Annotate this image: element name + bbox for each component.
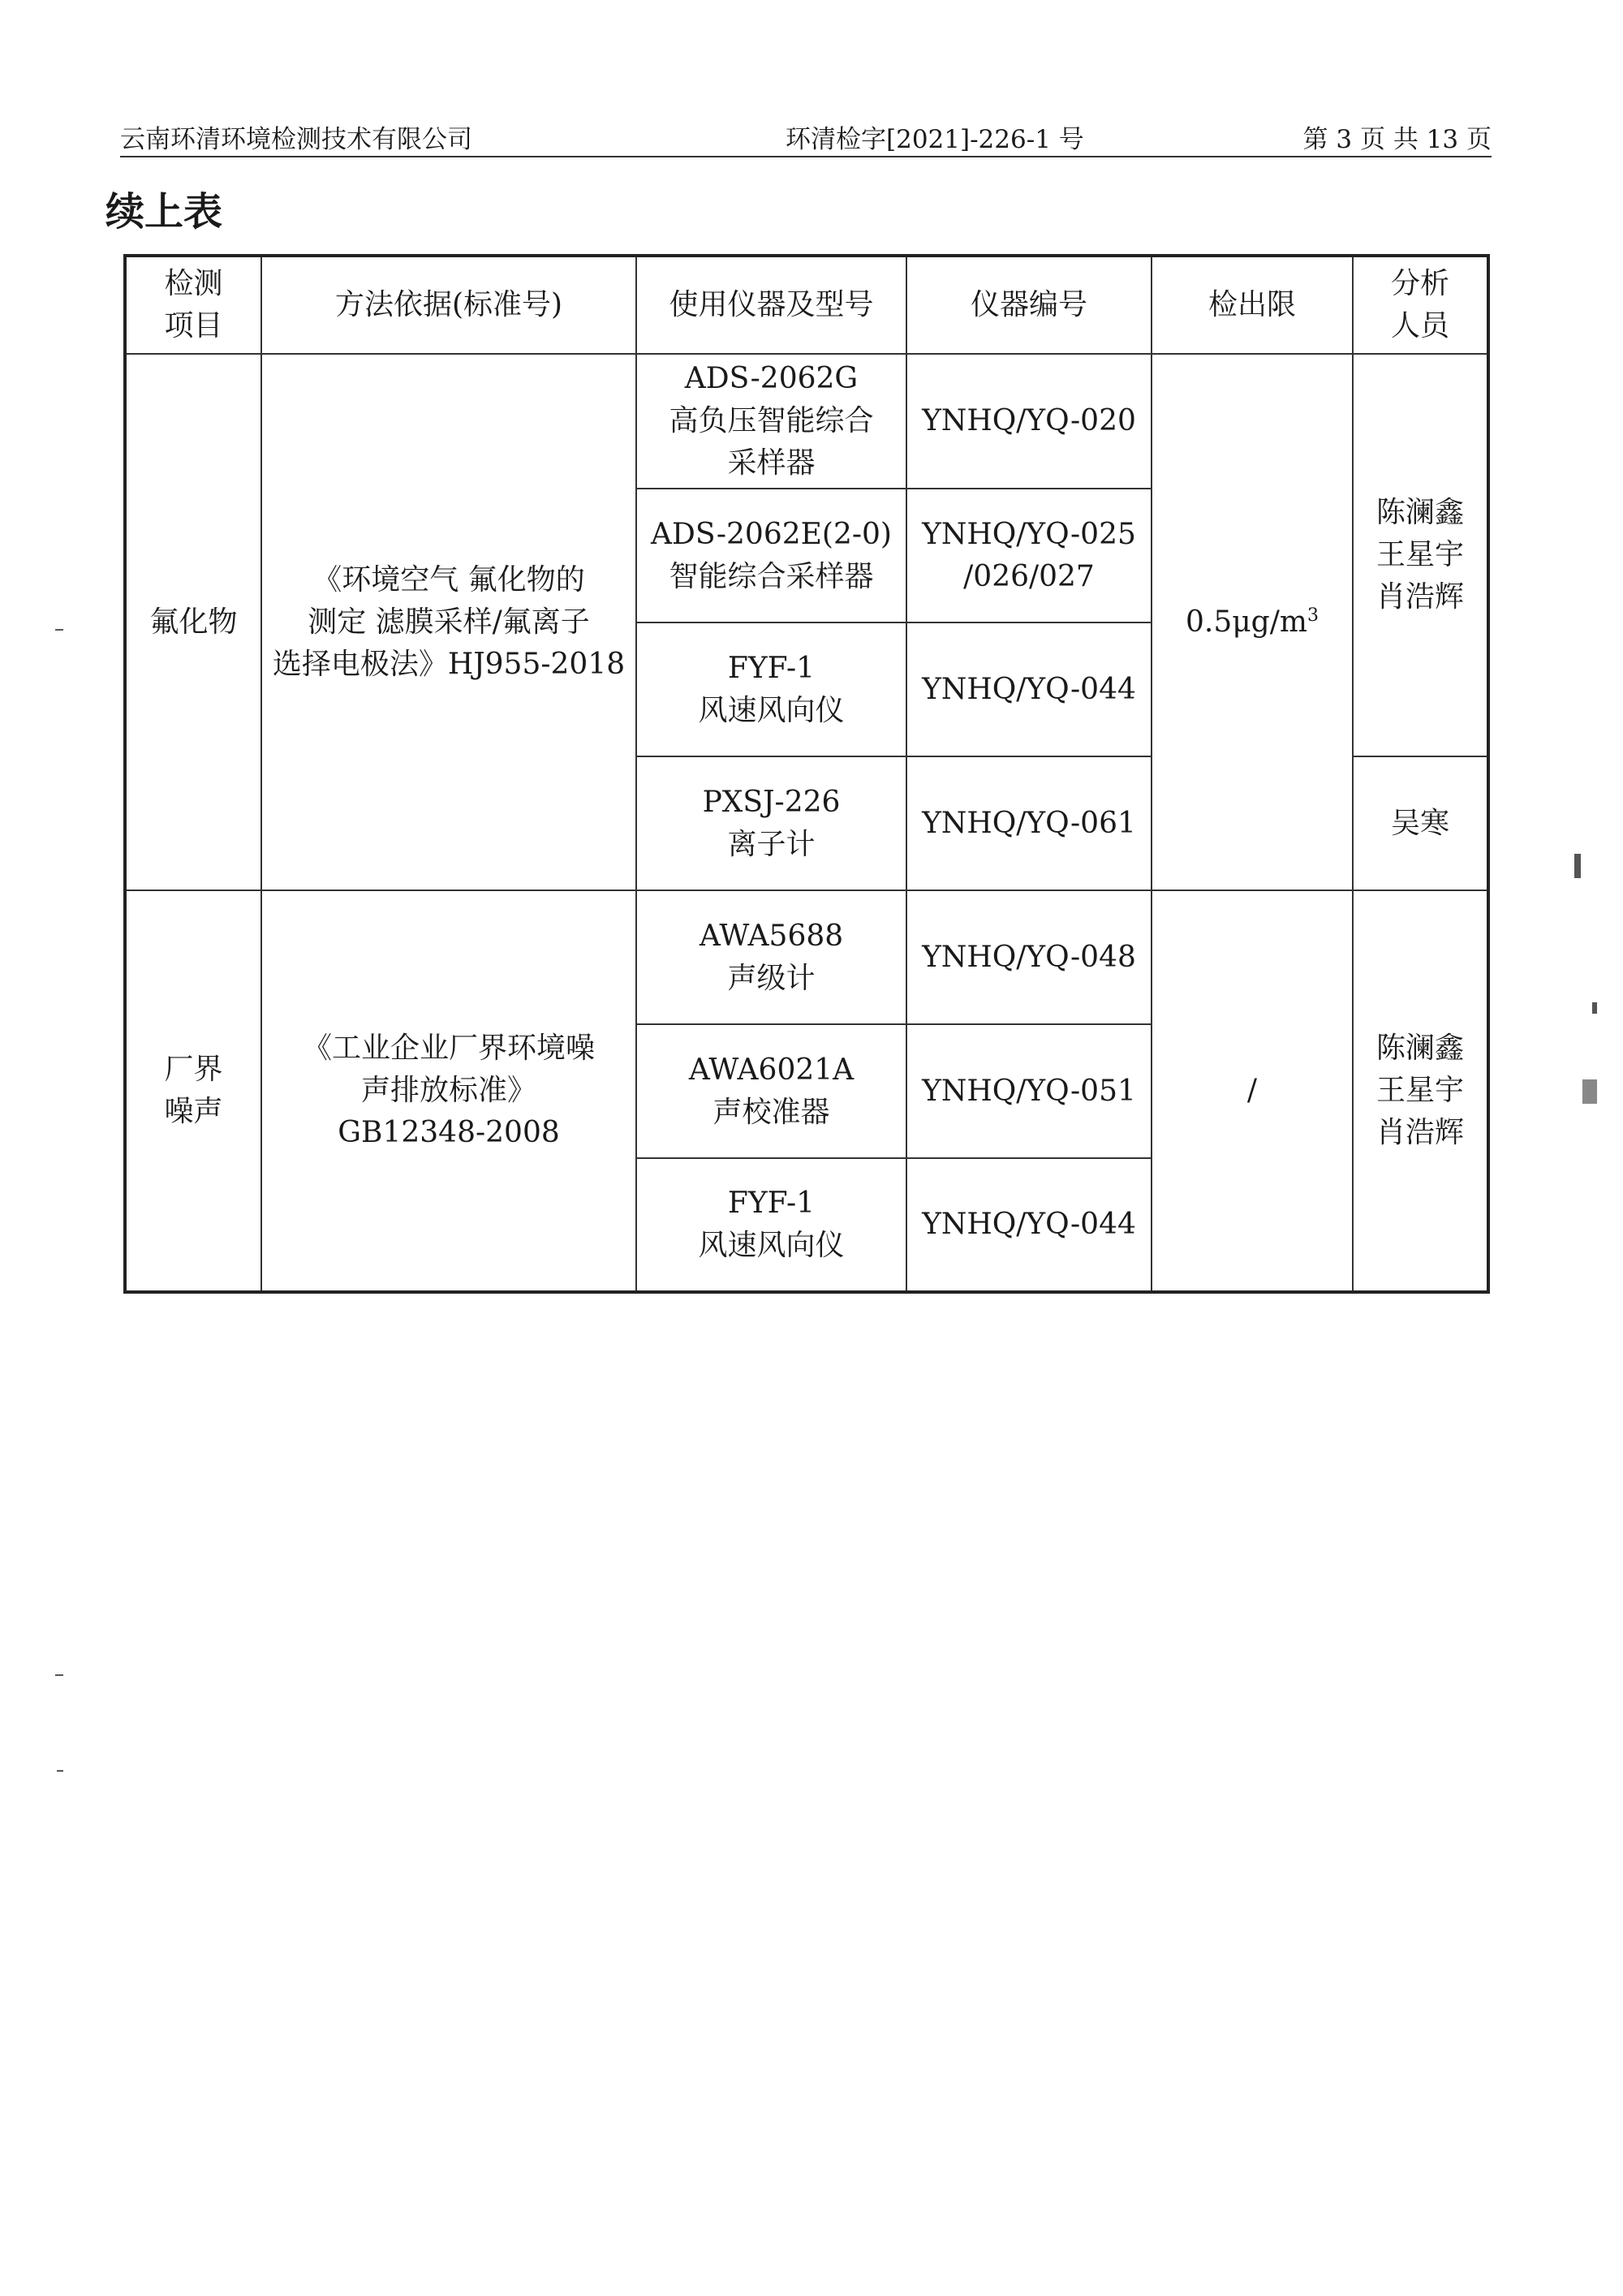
report-number: 环清检字[2021]-226-1 号 xyxy=(786,125,1084,154)
code-cell: YNHQ/YQ-020 xyxy=(906,354,1152,489)
col-header-analyst: 分析 人员 xyxy=(1353,256,1488,354)
code-cell: YNHQ/YQ-048 xyxy=(906,890,1152,1024)
code-cell: YNHQ/YQ-025 /026/027 xyxy=(906,489,1152,622)
scan-mark xyxy=(1574,854,1581,878)
instrument-cell: AWA5688 声级计 xyxy=(636,890,906,1024)
instrument-cell: ADS-2062E(2-0) 智能综合采样器 xyxy=(636,489,906,622)
scan-mark xyxy=(55,629,63,631)
page-header xyxy=(120,114,1492,157)
col-header-code: 仪器编号 xyxy=(906,256,1152,354)
instrument-table xyxy=(123,254,1490,1294)
code-cell: YNHQ/YQ-044 xyxy=(906,1158,1152,1292)
scan-mark xyxy=(1582,1079,1597,1104)
table-row xyxy=(125,890,1488,1024)
instrument-cell: AWA6021A 声校准器 xyxy=(636,1024,906,1158)
code-cell: YNHQ/YQ-061 xyxy=(906,756,1152,890)
instrument-cell: FYF-1 风速风向仪 xyxy=(636,622,906,756)
table-row xyxy=(125,354,1488,489)
instrument-cell: PXSJ-226 离子计 xyxy=(636,756,906,890)
section-title: 续上表 xyxy=(105,189,223,235)
method-cell: 《工业企业厂界环境噪 声排放标准》 GB12348-2008 xyxy=(261,890,636,1292)
table-header-row xyxy=(125,256,1488,354)
analyst-cell: 陈澜鑫 王星宇 肖浩辉 xyxy=(1353,890,1488,1292)
code-cell: YNHQ/YQ-051 xyxy=(906,1024,1152,1158)
scan-mark xyxy=(1592,1002,1597,1014)
item-cell: 氟化物 xyxy=(125,354,261,890)
item-cell: 厂界 噪声 xyxy=(125,890,261,1292)
limit-superscript: 3 xyxy=(1307,605,1319,626)
instrument-cell: ADS-2062G 高负压智能综合 采样器 xyxy=(636,354,906,489)
col-header-instrument: 使用仪器及型号 xyxy=(636,256,906,354)
col-header-limit: 检出限 xyxy=(1152,256,1353,354)
limit-cell xyxy=(1152,354,1353,890)
scan-mark xyxy=(57,1770,63,1772)
analyst-cell: 陈澜鑫 王星宇 肖浩辉 xyxy=(1353,354,1488,756)
method-cell: 《环境空气 氟化物的 测定 滤膜采样/氟离子 选择电极法》HJ955-2018 xyxy=(261,354,636,890)
code-cell: YNHQ/YQ-044 xyxy=(906,622,1152,756)
page-number: 第 3 页 共 13 页 xyxy=(1302,125,1492,154)
scan-mark xyxy=(55,1674,63,1676)
col-header-item: 检测 项目 xyxy=(125,256,261,354)
col-header-method: 方法依据(标准号) xyxy=(261,256,636,354)
limit-value: 0.5μg/m xyxy=(1186,605,1307,639)
analyst-cell: 吴寒 xyxy=(1353,756,1488,890)
company-name: 云南环清环境检测技术有限公司 xyxy=(120,125,472,154)
instrument-cell: FYF-1 风速风向仪 xyxy=(636,1158,906,1292)
limit-cell: / xyxy=(1152,890,1353,1292)
